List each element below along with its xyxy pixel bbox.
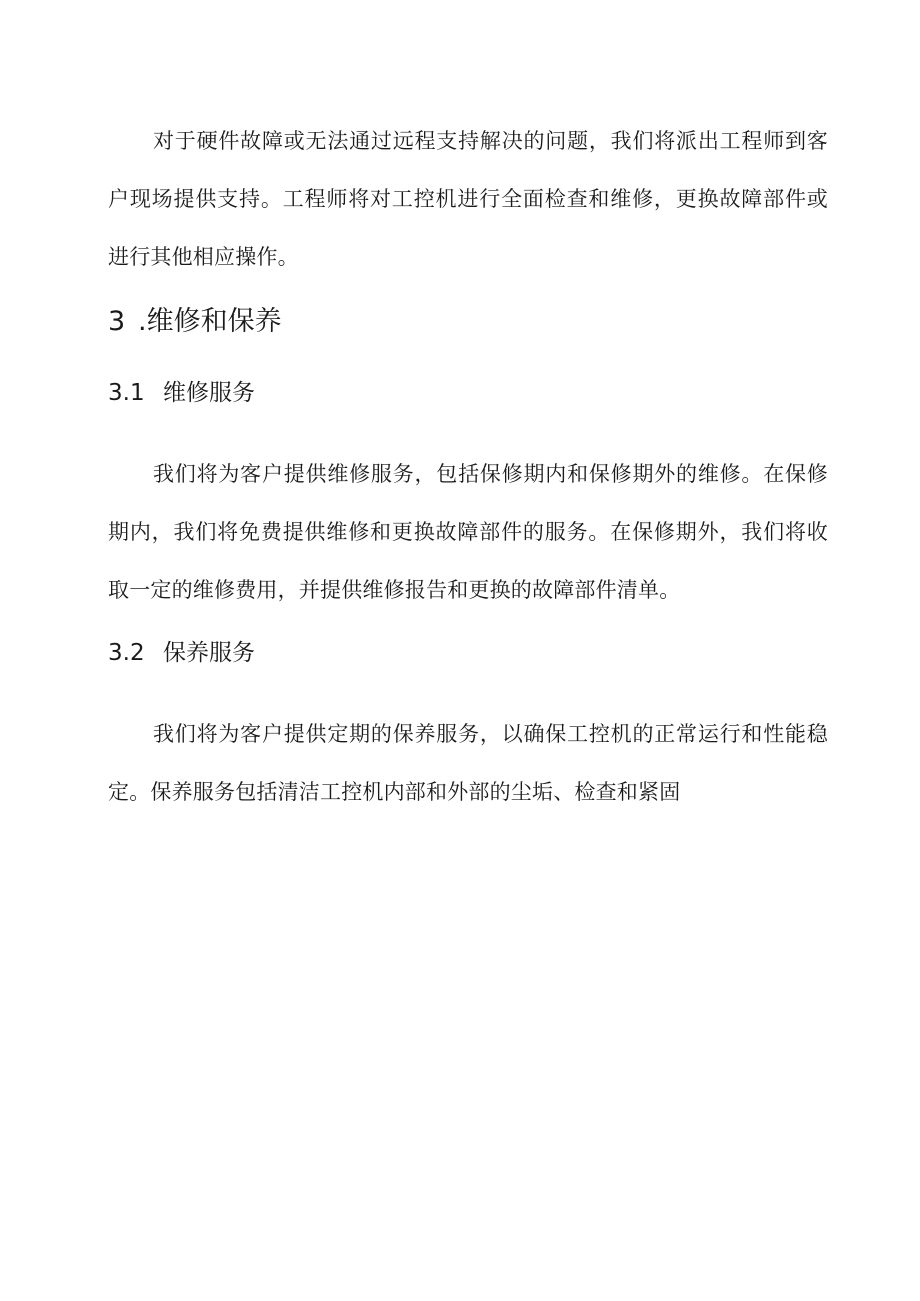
section-3-1-number: 3.1 bbox=[108, 380, 145, 406]
section-3-2-number: 3.2 bbox=[108, 640, 145, 666]
section-3-1-title: 维修服务 bbox=[163, 380, 255, 406]
section-3-2-title: 保养服务 bbox=[163, 640, 255, 666]
intro-paragraph: 对于硬件故障或无法通过远程支持解决的问题，我们将派出工程师到客户现场提供支持。工程师将对工控机进行全面检查和维修，更换故障部件或进行其他相应操作。 bbox=[108, 129, 828, 269]
section-3-2-paragraph: 我们将为客户提供定期的保养服务，以确保工控机的正常运行和性能稳定。保养服务包括清洁工控机内部和外部的尘垢、检查和紧固 bbox=[108, 722, 828, 804]
section-3-number: 3 bbox=[108, 306, 126, 337]
section-3-1-paragraph: 我们将为客户提供维修服务，包括保修期内和保修期外的维修。在保修期内，我们将免费提供维修和更换故障部件的服务。在保修期外，我们将收取一定的维修费用，并提供维修报告和更换的故障部件清单。 bbox=[108, 462, 828, 602]
section-3-heading bbox=[108, 300, 282, 344]
section-3-1-heading bbox=[108, 373, 255, 413]
section-3-title: .维修和保养 bbox=[138, 306, 282, 337]
section-3-2-heading bbox=[108, 633, 255, 673]
